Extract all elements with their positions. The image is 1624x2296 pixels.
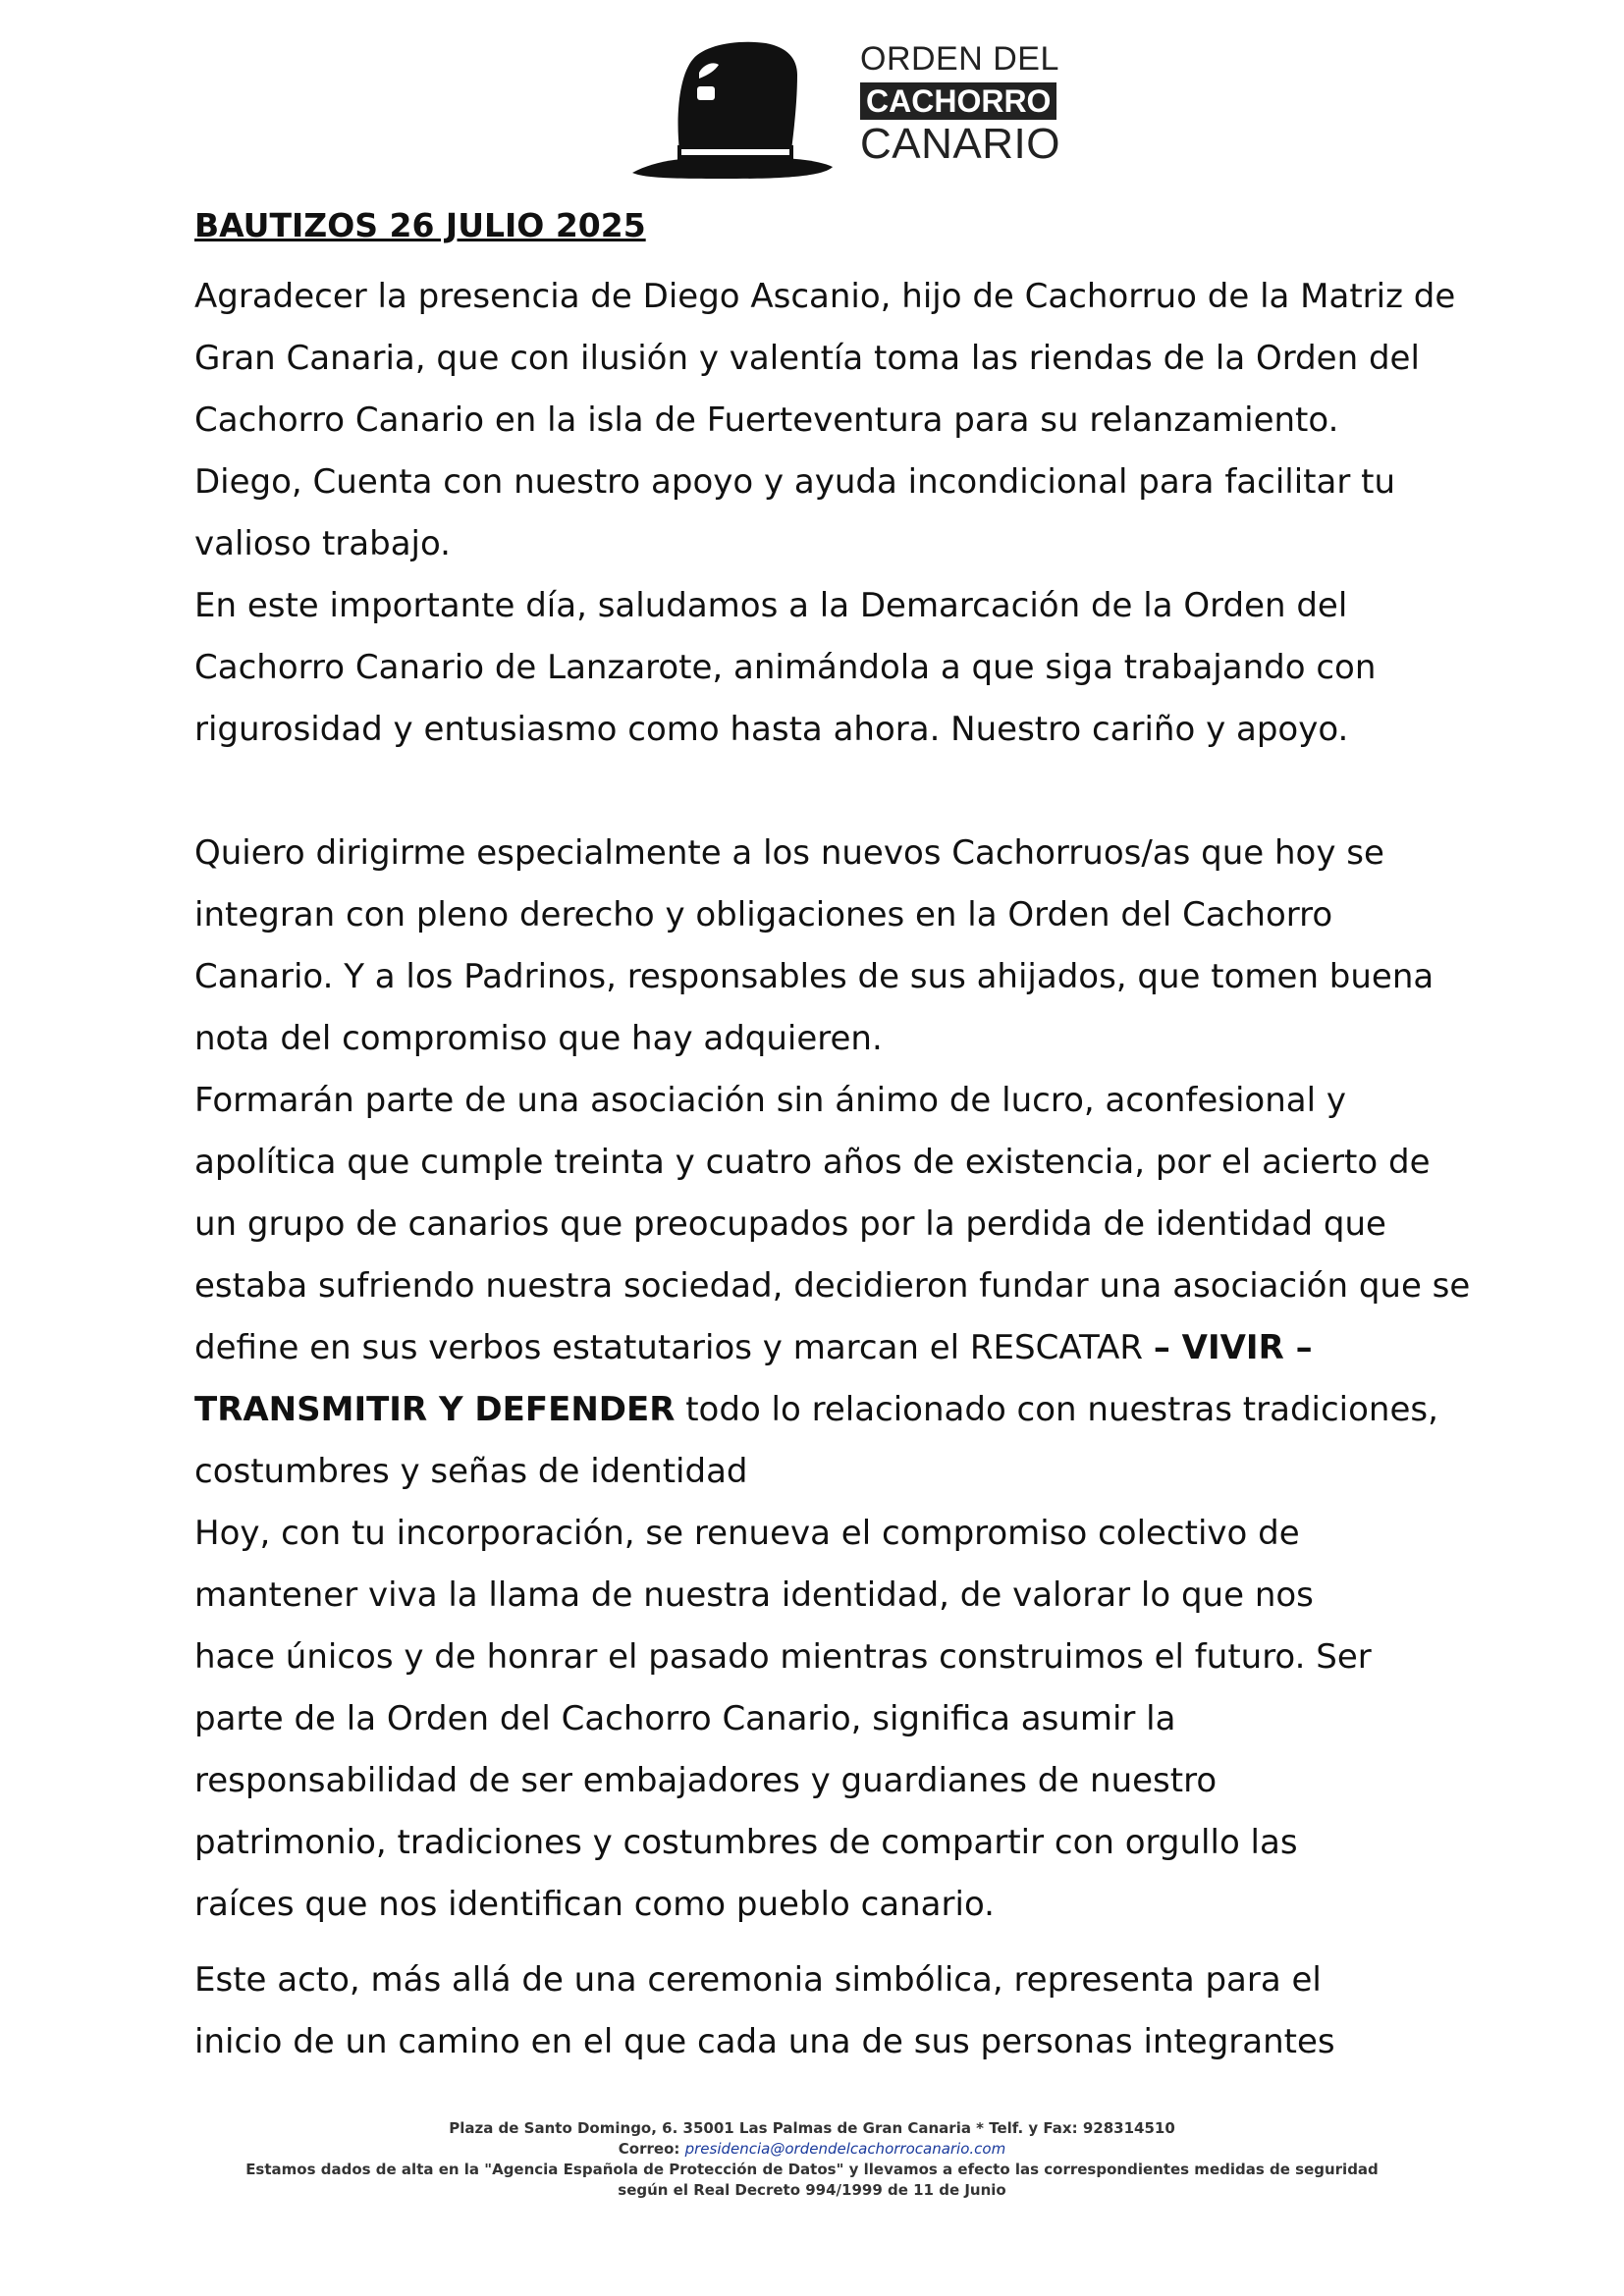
organization-logo	[628, 22, 1090, 188]
paragraph-spacer	[194, 1936, 1579, 1949]
text-line: estaba sufriendo nuestra sociedad, decidieron fundar una asociación que se	[194, 1266, 1471, 1306]
text-line: un grupo de canarios que preocupados por la perdida de identidad que	[194, 1204, 1386, 1244]
text-line: valioso trabajo.	[194, 524, 451, 563]
text-line-verbs	[194, 1317, 1579, 1379]
text-line: raíces que nos identifican como pueblo canario.	[194, 1885, 995, 1924]
logo-line-orden: ORDEN DEL	[860, 40, 1059, 78]
document-title: BAUTIZOS 26 JULIO 2025	[194, 206, 646, 244]
text-line: Quiero dirigirme especialmente a los nuevos Cachorruos/as que hoy se	[194, 833, 1384, 873]
text-line: costumbres y señas de identidad	[194, 1452, 748, 1491]
text-line: integran con pleno derecho y obligaciones en la Orden del Cachorro	[194, 895, 1333, 934]
verbs-bold: – VIVIR –	[1153, 1328, 1313, 1367]
paragraph-welcome	[194, 266, 1579, 761]
paragraph-new-members	[194, 823, 1579, 1936]
logo-line-canario: CANARIO	[860, 120, 1060, 168]
text-line: Canario. Y a los Padrinos, responsables de sus ahijados, que tomen buena	[194, 957, 1435, 996]
text-line: apolítica que cumple treinta y cuatro años de existencia, por el acierto de	[194, 1143, 1431, 1182]
text-line: mantener viva la llama de nuestra identidad, de valorar lo que nos	[194, 1575, 1314, 1615]
text-line: parte de la Orden del Cachorro Canario, significa asumir la	[194, 1699, 1176, 1738]
letterhead-footer	[196, 2118, 1428, 2201]
footer-address: Plaza de Santo Domingo, 6. 35001 Las Palmas de Gran Canaria * Telf. y Fax: 928314510	[449, 2119, 1175, 2137]
text-line: nota del compromiso que hay adquieren.	[194, 1019, 883, 1058]
paragraph-ceremony	[194, 1949, 1579, 2073]
verbs-text: define en sus verbos estatutarios y marcan el RESCATAR	[194, 1328, 1154, 1367]
text-line: Cachorro Canario de Lanzarote, animándola a que siga trabajando con	[194, 648, 1377, 687]
text-line: Hoy, con tu incorporación, se renueva el compromiso colectivo de	[194, 1514, 1300, 1553]
text-line: hace únicos y de honrar el pasado mientras construimos el futuro. Ser	[194, 1637, 1372, 1677]
footer-email-line	[196, 2139, 1428, 2160]
text-line-verbs-2	[194, 1379, 1579, 1441]
footer-notice: Estamos dados de alta en la "Agencia Española de Protección de Datos" y llevamos a efecto las correspondientes medidas de seguridad	[245, 2161, 1379, 2178]
text-line: rigurosidad y entusiasmo como hasta ahora. Nuestro cariño y apoyo.	[194, 710, 1349, 749]
text-line: Agradecer la presencia de Diego Ascanio, hijo de Cachorruo de la Matriz de	[194, 277, 1456, 316]
text-line: Cachorro Canario en la isla de Fuerteventura para su relanzamiento.	[194, 400, 1339, 440]
text-line: Este acto, más allá de una ceremonia simbólica, representa para el	[194, 1960, 1322, 2000]
text-line: Diego, Cuenta con nuestro apoyo y ayuda incondicional para facilitar tu	[194, 462, 1395, 502]
paragraph-spacer	[194, 761, 1579, 823]
text-line: patrimonio, tradiciones y costumbres de compartir con orgullo las	[194, 1823, 1298, 1862]
text-line: En este importante día, saludamos a la Demarcación de la Orden del	[194, 586, 1348, 625]
verbs-bold-2: TRANSMITIR Y DEFENDER	[194, 1390, 676, 1429]
text-line: Formarán parte de una asociación sin ánimo de lucro, aconfesional y	[194, 1081, 1346, 1120]
footer-notice-decree: según el Real Decreto 994/1999 de 11 de Junio	[618, 2181, 1006, 2199]
letter-body	[194, 194, 1579, 2073]
logo-line-cachorro: CACHORRO	[860, 82, 1056, 120]
logo-text	[860, 39, 1096, 169]
footer-email-link[interactable]: presidencia@ordendelcachorrocanario.com	[684, 2140, 1006, 2158]
footer-email-label: Correo:	[618, 2140, 685, 2158]
text-line: inicio de un camino en el que cada una de sus personas integrantes	[194, 2022, 1335, 2061]
verbs-text-2: todo lo relacionado con nuestras tradiciones,	[675, 1390, 1438, 1429]
hat-logo-icon	[628, 35, 835, 183]
text-line: Gran Canaria, que con ilusión y valentía toma las riendas de la Orden del	[194, 339, 1420, 378]
text-line: responsabilidad de ser embajadores y guardianes de nuestro	[194, 1761, 1218, 1800]
